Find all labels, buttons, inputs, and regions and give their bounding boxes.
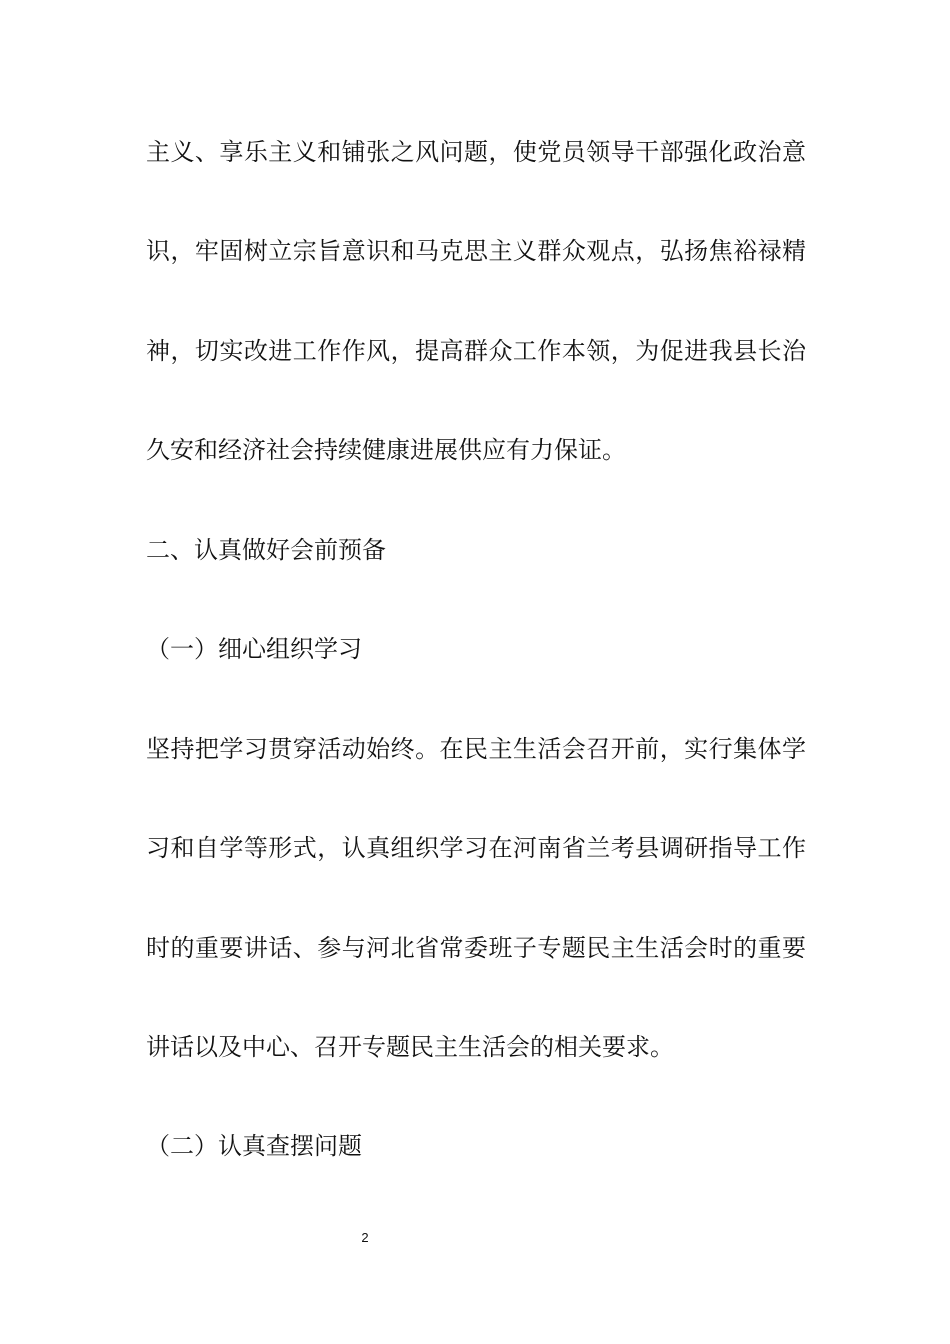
paragraph-line: 识，牢固树立宗旨意识和马克思主义群众观点，弘扬焦裕禄精 [146,237,806,265]
subsection-heading: （二）认真查摆问题 [146,1132,362,1160]
section-heading: 二、认真做好会前预备 [146,536,386,564]
paragraph-line: 习和自学等形式，认真组织学习在河南省兰考县调研指导工作 [146,834,806,862]
paragraph-line: 主义、享乐主义和铺张之风问题，使党员领导干部强化政治意 [146,138,806,166]
paragraph-line: 讲话以及中心、召开专题民主生活会的相关要求。 [146,1033,674,1061]
paragraph-line: 神，切实改进工作作风，提高群众工作本领，为促进我县长治 [146,337,806,365]
paragraph-line: 坚持把学习贯穿活动始终。在民主生活会召开前，实行集体学 [146,735,806,763]
paragraph-line: 久安和经济社会持续健康进展供应有力保证。 [146,436,626,464]
paragraph-line: 时的重要讲话、参与河北省常委班子专题民主生活会时的重要 [146,934,806,962]
page-number: 2 [361,1230,369,1245]
subsection-heading: （一）细心组织学习 [146,635,362,663]
